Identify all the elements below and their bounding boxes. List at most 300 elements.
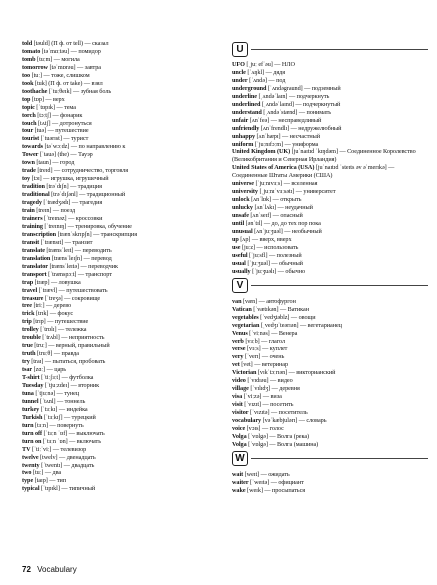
dictionary-entry xyxy=(22,390,218,398)
dictionary-entry xyxy=(22,120,218,128)
entry-definition: [truː] — верный, правильный xyxy=(32,342,110,350)
entry-headword: turn on xyxy=(22,437,42,445)
dictionary-entry xyxy=(22,469,218,477)
entry-headword: trade xyxy=(22,167,36,175)
entry-headword: understand xyxy=(232,108,262,116)
entry-definition: [ʌp] — вверх, вверх xyxy=(238,235,292,243)
page-footer xyxy=(22,565,77,574)
entry-headword: Vatican xyxy=(232,305,252,313)
entry-definition: [ˈtʌnl] — тоннель xyxy=(38,397,86,405)
dictionary-entry xyxy=(22,104,218,112)
dictionary-entry xyxy=(232,133,428,141)
entry-headword: touch xyxy=(22,119,37,127)
section-u-entries xyxy=(232,61,428,276)
dictionary-entry xyxy=(22,127,218,135)
entry-headword: trip xyxy=(22,318,32,326)
entry-headword: took xyxy=(22,79,34,87)
entry-definition: [ˈvɪdɪəu] — видео xyxy=(245,377,293,385)
section-rule xyxy=(251,49,428,50)
entry-definition: [juˈnaɪtɪd ˈkɪŋdəm] — Соединенное Королевство (Великобритания и Северная Ирландия) xyxy=(232,148,416,164)
dictionary-entry xyxy=(22,167,218,175)
dictionary-entry xyxy=(22,295,218,303)
entry-definition: [taɪp] — тип xyxy=(33,477,67,485)
section-rule xyxy=(251,285,428,286)
entry-definition: [tɒp] — верх xyxy=(30,95,65,103)
dictionary-entry xyxy=(232,306,428,314)
dictionary-entry xyxy=(22,430,218,438)
dictionary-entry xyxy=(22,334,218,342)
entry-definition: [trænsˈleɪtə] — переводчик xyxy=(47,262,118,270)
section-title: Vocabulary xyxy=(37,565,77,574)
entry-headword: United Kingdom (UK) xyxy=(232,148,291,156)
entry-definition: [ˌvedʒɪˈteərɪən] — вегетарианец xyxy=(259,321,342,329)
entry-headword: translate xyxy=(22,246,45,254)
dictionary-entry xyxy=(22,96,218,104)
entry-headword: tree xyxy=(22,302,32,310)
entry-headword: tomato xyxy=(22,47,41,55)
entry-headword: towards xyxy=(22,143,43,151)
entry-headword: unlucky xyxy=(232,204,253,212)
entry-definition: [ˈweɪtə] — официант xyxy=(248,478,304,486)
dictionary-entry xyxy=(22,40,218,48)
entry-headword: verse xyxy=(232,345,246,353)
entry-definition: [ˈʌndə] — под xyxy=(247,76,286,84)
entry-definition: [ˈtuːθeɪk] — зубная боль xyxy=(47,87,112,95)
entry-definition: [truːθ] — правда xyxy=(35,350,79,358)
dictionary-entry xyxy=(22,398,218,406)
dictionary-entry xyxy=(232,361,428,369)
entry-definition: [traɪ] — пытаться, пробовать xyxy=(29,358,106,366)
entry-definition: [ˌʌndəˈlaɪn] — подчеркнуть xyxy=(257,92,330,100)
entry-definition: [tuə] — путешествие xyxy=(33,127,89,135)
entry-headword: vocabulary xyxy=(232,417,262,425)
dictionary-entry xyxy=(232,441,428,449)
entry-definition: [ˈtjuːnə] — тунец xyxy=(33,389,80,397)
entry-definition: [ˈvɪlɪdʒ] — деревня xyxy=(248,385,300,393)
entry-headword: top xyxy=(22,95,31,103)
entry-definition: [ˈtiːˈviː] — телевизор xyxy=(30,445,87,453)
entry-headword: tsar xyxy=(22,366,33,374)
dictionary-entry xyxy=(232,204,428,212)
entry-headword: visitor xyxy=(232,409,249,417)
entry-definition: [ˈviːzə] — виза xyxy=(242,393,282,401)
entry-definition: [trɪp] — путешествие xyxy=(31,318,89,326)
entry-headword: waiter xyxy=(232,478,249,486)
dictionary-entry xyxy=(232,236,428,244)
entry-definition: [tuː] — два xyxy=(31,469,62,477)
entry-headword: turkey xyxy=(22,405,40,413)
dictionary-entry xyxy=(22,151,218,159)
dictionary-entry xyxy=(22,302,218,310)
dictionary-entry xyxy=(232,260,428,268)
entry-headword: useful xyxy=(232,251,248,259)
entry-definition: [ʌnˈlɒk] — открыть xyxy=(249,196,302,204)
dictionary-entry xyxy=(232,298,428,306)
entry-headword: university xyxy=(232,188,258,196)
entry-definition: [vɪkˈtɔːrɪən] — викторианский xyxy=(256,369,336,377)
entry-headword: van xyxy=(232,297,242,305)
entry-definition: [ʌnˈlʌkɪ] — неудачный xyxy=(252,204,313,212)
dictionary-entry xyxy=(22,56,218,64)
entry-headword: tradition xyxy=(22,183,45,191)
entry-definition: [ˈverɪ] — очень xyxy=(243,353,285,361)
dictionary-entry xyxy=(232,409,428,417)
left-column xyxy=(22,40,218,493)
entry-definition: [twelv] — двенадцать xyxy=(38,453,96,461)
entry-definition: [təuld] (П ф. от tell) — сказал xyxy=(32,40,109,47)
entry-headword: transport xyxy=(22,270,47,278)
entry-definition: [təˈwɔːdz] — по направлению к xyxy=(42,143,126,151)
dictionary-entry xyxy=(232,345,428,353)
dictionary-entry xyxy=(22,358,218,366)
entry-headword: Victorian xyxy=(232,369,257,377)
dictionary-entry xyxy=(22,191,218,199)
entry-headword: trainers xyxy=(22,214,43,222)
entry-headword: travel xyxy=(22,286,38,294)
dictionary-entry xyxy=(22,143,218,151)
entry-definition: [ˈtɪpɪkl] — типичный xyxy=(39,485,96,493)
entry-definition: [ʌnˈfeə] — несправедливый xyxy=(248,116,322,124)
entry-definition: [ˈtiːʃɜːt] — футболка xyxy=(39,374,94,382)
entry-headword: TV xyxy=(22,445,31,453)
dictionary-entry xyxy=(232,109,428,117)
entry-headword: treasure xyxy=(22,294,44,302)
dictionary-entry xyxy=(232,148,428,164)
dictionary-entry xyxy=(22,48,218,56)
entry-headword: tuna xyxy=(22,389,34,397)
entry-headword: usual xyxy=(232,259,246,267)
entry-definition: [tuk] (П ф. от take) — взял xyxy=(33,79,103,87)
entry-definition: [triː] — дерево xyxy=(32,302,72,310)
dictionary-entry xyxy=(22,255,218,263)
entry-headword: use xyxy=(232,243,241,251)
entry-headword: unfair xyxy=(232,116,249,124)
entry-definition: [ˈviːnəs] — Венера xyxy=(247,329,298,337)
entry-definition: [taun] — город xyxy=(34,159,75,167)
entry-definition: [ˈtreɪnəz] — кроссовки xyxy=(42,214,103,222)
entry-definition: [ˈtɜːn ˈɒn] — включать xyxy=(41,437,101,445)
entry-headword: underground xyxy=(232,84,267,92)
entry-definition: [vɜːs] — куплет xyxy=(245,345,288,353)
entry-headword: unlock xyxy=(232,196,250,204)
entry-headword: Tower xyxy=(22,151,39,159)
dictionary-entry xyxy=(232,220,428,228)
entry-headword: turn xyxy=(22,421,34,429)
dictionary-entry xyxy=(232,101,428,109)
dictionary-entry xyxy=(22,112,218,120)
entry-definition: [tɔɪ] — игрушка, игрушечный xyxy=(30,175,109,183)
entry-definition: [ˌjuːnɪˈvɜːsətɪ] — университет xyxy=(257,188,336,196)
entry-headword: unhappy xyxy=(232,132,256,140)
section-v-header xyxy=(232,278,428,294)
entry-definition: [ˌʌndəˈstænd] — понимать xyxy=(261,108,332,116)
entry-definition: [ˈvedʒtəblz] — овощи xyxy=(258,313,316,321)
dictionary-entry xyxy=(232,487,428,495)
entry-headword: Volga xyxy=(232,440,247,448)
entry-headword: tomorrow xyxy=(22,63,48,71)
entry-headword: two xyxy=(22,469,32,477)
entry-headword: truth xyxy=(22,350,36,358)
entry-definition: [ˌʌndəˈlaɪnd] — подчеркнутый xyxy=(260,100,341,108)
entry-definition: [təˈmɑːtəu] — помидор xyxy=(40,47,101,55)
dictionary-entry xyxy=(22,239,218,247)
dictionary-entry xyxy=(22,215,218,223)
entry-definition: [ˈtjuːzdeɪ] — вторник xyxy=(43,381,100,389)
entry-definition: [ˈjuːsfl] — полезный xyxy=(247,251,302,259)
entry-definition: [ˈtuərɪst] — турист xyxy=(39,135,89,143)
dictionary-entry xyxy=(22,135,218,143)
entry-definition: [træp] — ловушка xyxy=(33,278,81,286)
right-column xyxy=(232,39,428,495)
dictionary-entry xyxy=(22,477,218,485)
entry-headword: trick xyxy=(22,310,35,318)
dictionary-entry xyxy=(22,310,218,318)
entry-definition: [trænsˈleɪt] — переводить xyxy=(44,246,112,254)
dictionary-entry xyxy=(232,353,428,361)
dictionary-entry xyxy=(22,485,218,493)
entry-definition: [ˈtrænspɔːt] — транспорт xyxy=(46,270,112,278)
entry-definition: [ˈtreɪnɪŋ] — тренировка, обучение xyxy=(42,222,132,230)
dictionary-entry xyxy=(22,199,218,207)
dictionary-entry xyxy=(232,417,428,425)
dictionary-entry xyxy=(232,61,428,69)
entry-definition: [tʌtʃ] — дотронуться xyxy=(36,119,92,127)
dictionary-entry xyxy=(22,406,218,414)
entry-headword: typical xyxy=(22,485,40,493)
entry-definition: [trænˈskrɪpʃn] — транскрипция xyxy=(56,230,137,238)
dictionary-entry xyxy=(232,401,428,409)
dictionary-entry xyxy=(232,188,428,196)
entry-definition: [ˈtwentɪ] — двадцать xyxy=(39,461,95,469)
entry-headword: unfriendly xyxy=(232,124,260,132)
entry-headword: try xyxy=(22,358,30,366)
dictionary-entry xyxy=(22,159,218,167)
dictionary-entry xyxy=(22,175,218,183)
entry-headword: usually xyxy=(232,267,251,275)
entry-definition: [ˈvætɪkən] — Ватикан xyxy=(251,305,309,313)
dictionary-entry xyxy=(232,471,428,479)
dictionary-entry xyxy=(22,366,218,374)
entry-definition: [tuːm] — могила xyxy=(35,55,80,63)
entry-definition: [ˈvɪzɪtə] — посетитель xyxy=(248,409,308,417)
dictionary-entry xyxy=(22,271,218,279)
dictionary-entry xyxy=(232,433,428,441)
entry-headword: vegetarian xyxy=(232,321,260,329)
entry-definition: [ʌnˈseɪf] — опасный xyxy=(248,212,303,220)
dictionary-entry xyxy=(232,212,428,220)
entry-definition: [ˈvɪzɪt] — посетить xyxy=(242,401,294,409)
entry-headword: vegetables xyxy=(232,313,259,321)
entry-headword: until xyxy=(232,220,245,228)
entry-headword: tunnel xyxy=(22,397,39,405)
entry-headword: trolley xyxy=(22,326,39,334)
section-u-header xyxy=(232,41,428,57)
entry-definition: [ˈtrædʒədɪ] — трагедия xyxy=(41,199,103,207)
dictionary-entry xyxy=(232,425,428,433)
entry-headword: Venus xyxy=(232,329,248,337)
dictionary-entry xyxy=(232,314,428,322)
entry-definition: [ˈtɜːkɪ] — индейка xyxy=(39,405,88,413)
entry-headword: translation xyxy=(22,254,51,262)
entry-definition: [ˈtrɒlɪ] — тележка xyxy=(38,326,87,334)
entry-definition: [vet] — ветеринар xyxy=(239,361,289,369)
entry-headword: visit xyxy=(232,401,243,409)
dictionary-entry xyxy=(232,385,428,393)
entry-headword: unusual xyxy=(232,228,253,236)
entry-headword: underline xyxy=(232,92,257,100)
dictionary-entry xyxy=(232,125,428,133)
entry-headword: under xyxy=(232,76,248,84)
dictionary-entry xyxy=(22,263,218,271)
dictionary-entry xyxy=(232,268,428,276)
dictionary-entry xyxy=(22,342,218,350)
dictionary-entry xyxy=(22,326,218,334)
dictionary-entry xyxy=(22,438,218,446)
entry-headword: tomb xyxy=(22,55,36,63)
entry-definition: [ˈtrʌbl] — неприятность xyxy=(40,334,105,342)
entry-definition: [ʌnˈfrendlɪ] — недружелюбный xyxy=(259,124,342,132)
dictionary-entry xyxy=(232,77,428,85)
entry-headword: underlined xyxy=(232,100,261,108)
dictionary-entry xyxy=(22,422,218,430)
entry-headword: trap xyxy=(22,278,34,286)
entry-definition: [ˈʌŋkl] — дядя xyxy=(245,68,286,76)
dictionary-entry xyxy=(232,369,428,377)
dictionary-entry xyxy=(22,183,218,191)
entry-definition: [tuː] — тоже, слишком xyxy=(30,71,90,79)
entry-headword: type xyxy=(22,477,34,485)
entry-headword: topic xyxy=(22,103,35,111)
entry-definition: [ˌjuː efˈəu] — НЛО xyxy=(244,61,295,68)
entry-definition: [təˈmɒrəu] — завтра xyxy=(47,63,101,71)
entry-definition: [trɪk] — фокус xyxy=(34,310,74,318)
entry-headword: T-shirt xyxy=(22,374,40,382)
entry-definition: [trəˈdɪʃn] — традиция xyxy=(44,183,102,191)
dictionary-entry xyxy=(22,287,218,295)
entry-definition: [trəˈdɪʃənl] — традиционный xyxy=(49,191,126,199)
entry-headword: very xyxy=(232,353,244,361)
entry-definition: [ˈtrænsɪt] — транзит xyxy=(39,238,93,246)
entry-headword: transcription xyxy=(22,230,57,238)
entry-definition: [ˈʌndəgraund] — подземный xyxy=(266,84,341,92)
dictionary-entry xyxy=(22,64,218,72)
entry-headword: Volga xyxy=(232,432,247,440)
entry-headword: tour xyxy=(22,127,34,135)
entry-definition: [juːz] — использовать xyxy=(240,243,299,251)
dictionary-entry xyxy=(22,414,218,422)
entry-definition: [tɔːtʃ] — фонарик xyxy=(35,111,83,119)
section-letter: U xyxy=(232,42,248,57)
entry-headword: uniform xyxy=(232,140,254,148)
entry-headword: true xyxy=(22,342,33,350)
dictionary-entry xyxy=(232,180,428,188)
entry-headword: torch xyxy=(22,111,36,119)
entry-headword: Turkish xyxy=(22,413,43,421)
dictionary-entry xyxy=(232,322,428,330)
entry-definition: [ˈtreʒə] — сокровище xyxy=(43,294,101,302)
entry-headword: town xyxy=(22,159,35,167)
entry-headword: up xyxy=(232,235,239,243)
entry-definition: [weɪk] — просыпаться xyxy=(245,486,306,494)
entry-headword: turn off xyxy=(22,429,43,437)
entry-definition: [ˈjuːnɪvɜːs] — вселенная xyxy=(253,180,318,188)
entry-headword: tourist xyxy=(22,135,40,143)
dictionary-entry xyxy=(22,454,218,462)
entry-definition: [ˈtɜːn ˈɒf] — выключать xyxy=(42,429,105,437)
entry-headword: translator xyxy=(22,262,48,270)
entry-headword: training xyxy=(22,222,43,230)
entry-headword: twenty xyxy=(22,461,40,469)
entry-definition: [ˈtɒpɪk] — тема xyxy=(34,103,76,111)
entry-headword: told xyxy=(22,40,33,47)
dictionary-entry xyxy=(232,228,428,236)
dictionary-entry xyxy=(232,117,428,125)
dictionary-entry xyxy=(232,330,428,338)
entry-definition: [vɜːb] — глагол xyxy=(243,337,286,345)
section-rule xyxy=(251,458,428,459)
entry-definition: [trænsˈleɪʃn] — перевод xyxy=(50,254,112,262)
entry-definition: [ˈtɜːkɪʃ] — турецкий xyxy=(42,413,96,421)
dictionary-entry xyxy=(22,318,218,326)
dictionary-entry xyxy=(232,252,428,260)
dictionary-entry xyxy=(22,72,218,80)
dictionary-entry xyxy=(22,88,218,96)
dictionary-entry xyxy=(22,279,218,287)
dictionary-entry xyxy=(232,338,428,346)
entry-headword: Tuesday xyxy=(22,381,44,389)
entry-definition: [zɑː] — царь xyxy=(32,366,67,374)
dictionary-entry xyxy=(232,244,428,252)
dictionary-entry xyxy=(22,207,218,215)
section-letter: W xyxy=(232,451,248,466)
page-number: 72 xyxy=(22,565,31,574)
entry-headword: visa xyxy=(232,393,243,401)
dictionary-entry xyxy=(232,141,428,149)
dictionary-entry xyxy=(232,69,428,77)
section-v-entries xyxy=(232,298,428,449)
entry-definition: [ˈvɒlgə] — Волга (машина) xyxy=(246,440,319,448)
entry-headword: transit xyxy=(22,238,40,246)
entry-headword: wait xyxy=(232,470,244,478)
entry-definition: [ʌnˈjuːʒuəl] — необычный xyxy=(252,228,322,236)
entry-definition: [ˈjuːʒuəlɪ] — обычно xyxy=(250,267,306,275)
entry-headword: village xyxy=(232,385,249,393)
section-w-header xyxy=(232,451,428,467)
dictionary-entry xyxy=(22,223,218,231)
entry-definition: [ˈtrævl] — путешествовать xyxy=(37,286,108,294)
entry-headword: voice xyxy=(232,424,246,432)
entry-definition: [vəˈkæbjulərɪ] — словарь xyxy=(261,417,327,425)
entry-definition: [ˈjuːʒuəl] — обычный xyxy=(245,259,303,267)
entry-definition: [vɔɪs] — голос xyxy=(245,424,284,432)
entry-headword: train xyxy=(22,207,35,215)
dictionary-entry xyxy=(22,374,218,382)
dictionary-entry xyxy=(232,196,428,204)
entry-headword: unsafe xyxy=(232,212,249,220)
entry-headword: trouble xyxy=(22,334,41,342)
entry-definition: [ʌnˈhæpɪ] — несчастный xyxy=(255,132,321,140)
entry-definition: [weɪt] — ожидать xyxy=(243,470,290,478)
entry-headword: vet xyxy=(232,361,240,369)
entry-headword: twelve xyxy=(22,453,39,461)
dictionary-entry xyxy=(22,80,218,88)
entry-headword: verb xyxy=(232,337,244,345)
dictionary-entry xyxy=(22,350,218,358)
entry-headword: too xyxy=(22,71,31,79)
dictionary-entry xyxy=(232,479,428,487)
section-letter: V xyxy=(232,278,248,293)
dictionary-entry xyxy=(22,382,218,390)
